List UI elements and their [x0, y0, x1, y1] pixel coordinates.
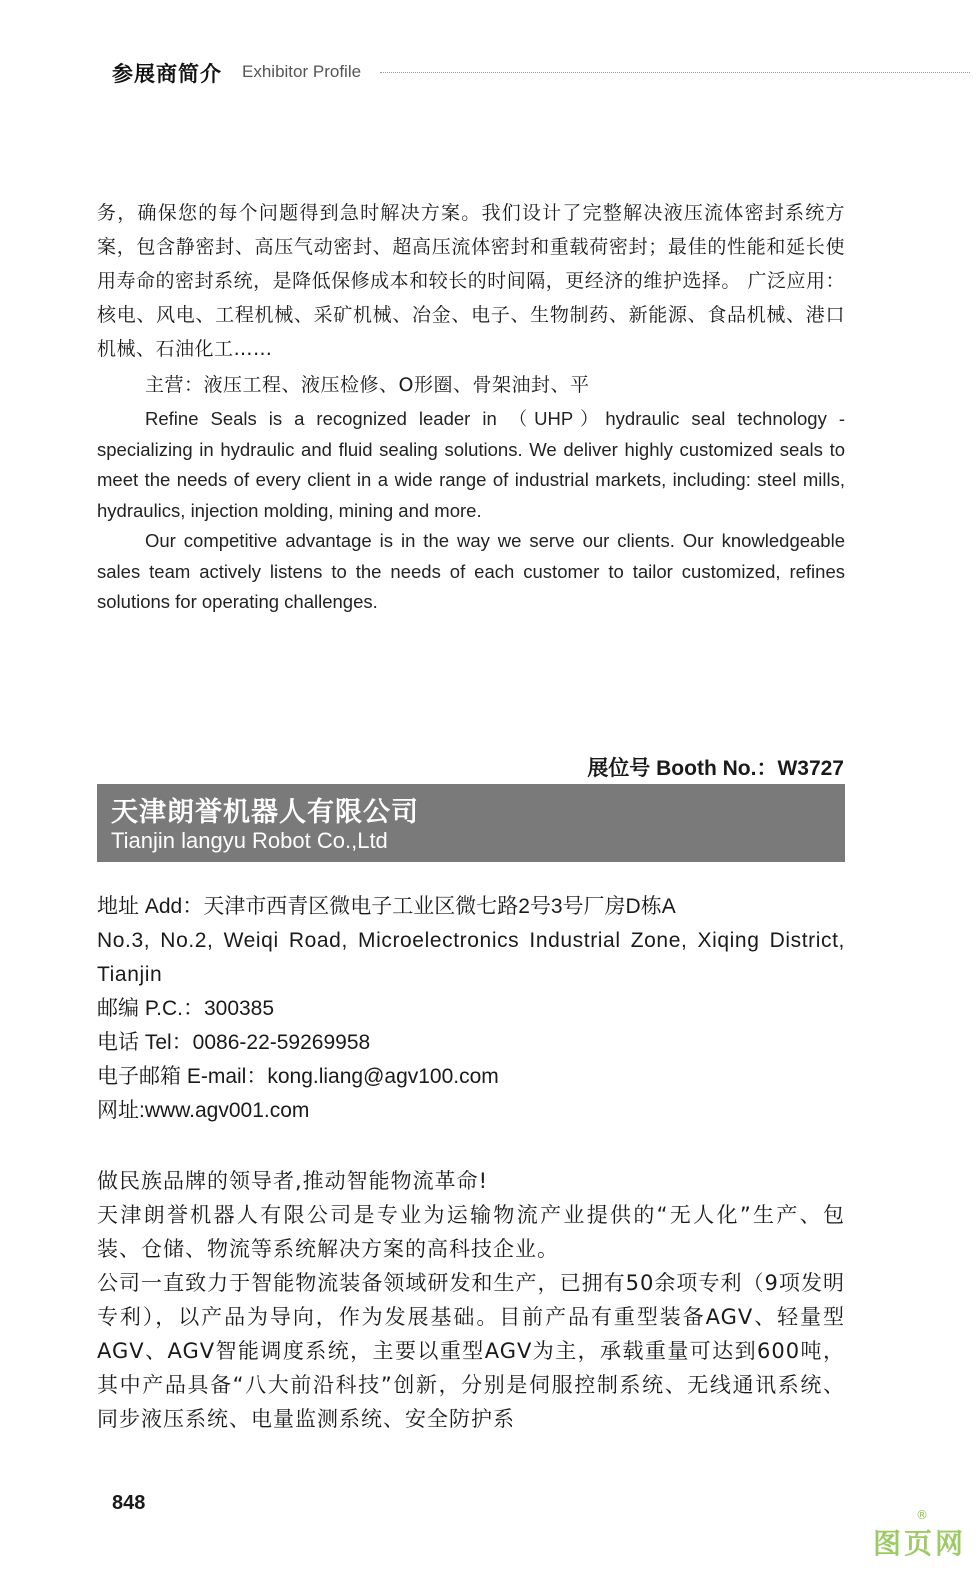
header-title-cn: 参展商简介 [112, 62, 222, 86]
company-description-p2: 公司一直致力于智能物流装备领域研发和生产，已拥有50余项专利（9项发明专利），以产品为导向，作为发展基础。目前产品有重型装备AGV、轻量型AGV、AGV智能调度系统，主要以重型AGV为主，承载重量可达到600吨，其中产品具备“八大前沿科技”创新，分别是伺服控制系统、无线通讯系统、同步液压系统、电量监测系统、安全防护系 [97, 1271, 845, 1431]
prev-company-intro-en-1: Refine Seals is a recognized leader in （UHP）hydraulic seal technology - specializing in hydraulic and fluid sealing solutions. We deliver highly customized seals to meet the needs of every client in a wide range of industrial markets, including: steel mills, hydraulics, injection molding, mining and more. [97, 408, 845, 521]
page-number: 848 [112, 1492, 146, 1514]
watermark-registered-mark: ® [916, 1508, 928, 1522]
prev-company-main-business: 主营：液压工程、液压检修、O形圈、骨架油封、平 [145, 374, 590, 396]
prev-company-intro-cn: 务，确保您的每个问题得到急时解决方案。我们设计了完整解决液压流体密封系统方案，包含静密封、高压气动密封、超高压流体密封和重载荷密封；最佳的性能和延长使用寿命的密封系统，是降低保修成本和较长的时间隔，更经济的维护选择。 广泛应用：核电、风电、工程机械、采矿机械、冶金、电子、生物制药、新能源、食品机械、港口机械、石油化工…… [97, 202, 845, 360]
company-name-cn: 天津朗誉机器人有限公司 [111, 797, 419, 828]
telephone: 电话 Tel：0086-22-59269958 [97, 1031, 371, 1054]
email[interactable]: 电子邮箱 E-mail：kong.liang@agv100.com [97, 1065, 499, 1088]
page-header [112, 58, 970, 88]
company-slogan: 做民族品牌的领导者,推动智能物流革命! [97, 1169, 489, 1193]
address-en: No.3, No.2, Weiqi Road, Microelectronics Industrial Zone, Xiqing District, Tianjin [97, 929, 845, 986]
contact-block [97, 890, 845, 1128]
prev-company-intro-en-2: Our competitive advantage is in the way we serve our clients. Our knowledgeable sales team actively listens to the needs of each customer to tailor customized, refines solutions for operating challenges. [97, 530, 845, 612]
address-cn: 地址 Add：天津市西青区微电子工业区微七路2号3号厂房D栋A [97, 895, 676, 918]
website-link[interactable]: 网址:www.agv001.com [97, 1099, 310, 1122]
company-banner [97, 784, 845, 862]
watermark-logo: 图页网 [872, 1527, 966, 1560]
company-description-p1: 天津朗誉机器人有限公司是专业为运输物流产业提供的“无人化”生产、包装、仓储、物流等系统解决方案的高科技企业。 [97, 1203, 845, 1261]
postcode: 邮编 P.C.：300385 [97, 997, 275, 1020]
header-divider [380, 72, 970, 73]
company-description [97, 1164, 845, 1436]
company-name-en: Tianjin langyu Robot Co.,Ltd [111, 828, 388, 853]
booth-number: 展位号 Booth No.：W3727 [587, 757, 844, 780]
header-title-en: Exhibitor Profile [242, 62, 362, 81]
